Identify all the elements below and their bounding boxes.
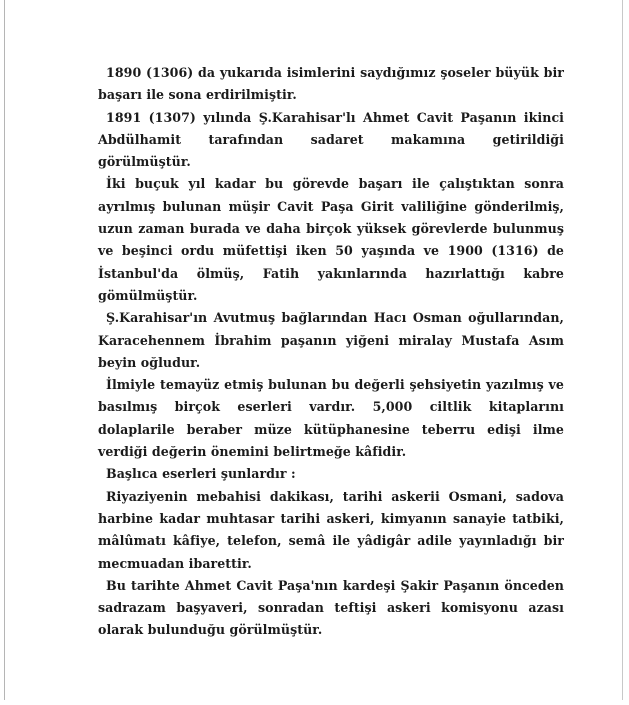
paragraph: Riyaziyenin mebahisi dakikası, tarihi askerii Osmani, sadova harbine kadar muhtasar tarihi askeri, kimyanın sanayie tatbiki, mâlûmatı kâfiye, telefon, semâ ile yâdigâr adile yayınladığı bir mecmuadan ibarettir. bbox=[98, 488, 564, 571]
document-page bbox=[98, 62, 564, 642]
paragraph: Bu tarihte Ahmet Cavit Paşa'nın kardeşi Şakir Paşanın önceden sadrazam başyaveri, sonradan teftişi askeri komisyonu azası olarak bulunduğu görülmüştür. bbox=[98, 577, 564, 638]
page-edge-right bbox=[622, 0, 623, 700]
paragraph: İlmiyle temayüz etmiş bulunan bu değerli şehsiyetin yazılmış ve basılmış birçok eserleri vardır. 5,000 ciltlik kitaplarını dolaplarile beraber müze kütüphanesine teberru edişi ilme verdiği değerin önemini belirtmeğe kâfidir. bbox=[98, 377, 564, 460]
page-edge-left bbox=[4, 0, 5, 700]
paragraph: İki buçuk yıl kadar bu görevde başarı ile çalıştıktan sonra ayrılmış bulunan müşir Cavit Paşa Girit valiliğine gönderilmiş, uzun zaman burada ve daha birçok yüksek görevlerde bulunmuş ve beşinci ordu müfettişi iken 50 yaşında ve 1900 (1316) de İstanbul'da ölmüş, Fatih yakınlarında hazırlattığı kabre gömülmüştür. bbox=[98, 176, 564, 303]
paragraph: Başlıca eserleri şunlardır : bbox=[106, 466, 296, 482]
paragraph: 1890 (1306) da yukarıda isimlerini saydığımız şoseler büyük bir başarı ile sona erdirilmiştir. bbox=[98, 65, 564, 103]
paragraph: 1891 (1307) yılında Ş.Karahisar'lı Ahmet Cavit Paşanın ikinci Abdülhamit tarafından sadaret makamına getirildiği görülmüştür. bbox=[98, 109, 564, 170]
paragraph: Ş.Karahisar'ın Avutmuş bağlarından Hacı Osman oğullarından, Karacehennem İbrahim paşanın yiğeni miralay Mustafa Asım beyin oğludur. bbox=[98, 310, 564, 370]
